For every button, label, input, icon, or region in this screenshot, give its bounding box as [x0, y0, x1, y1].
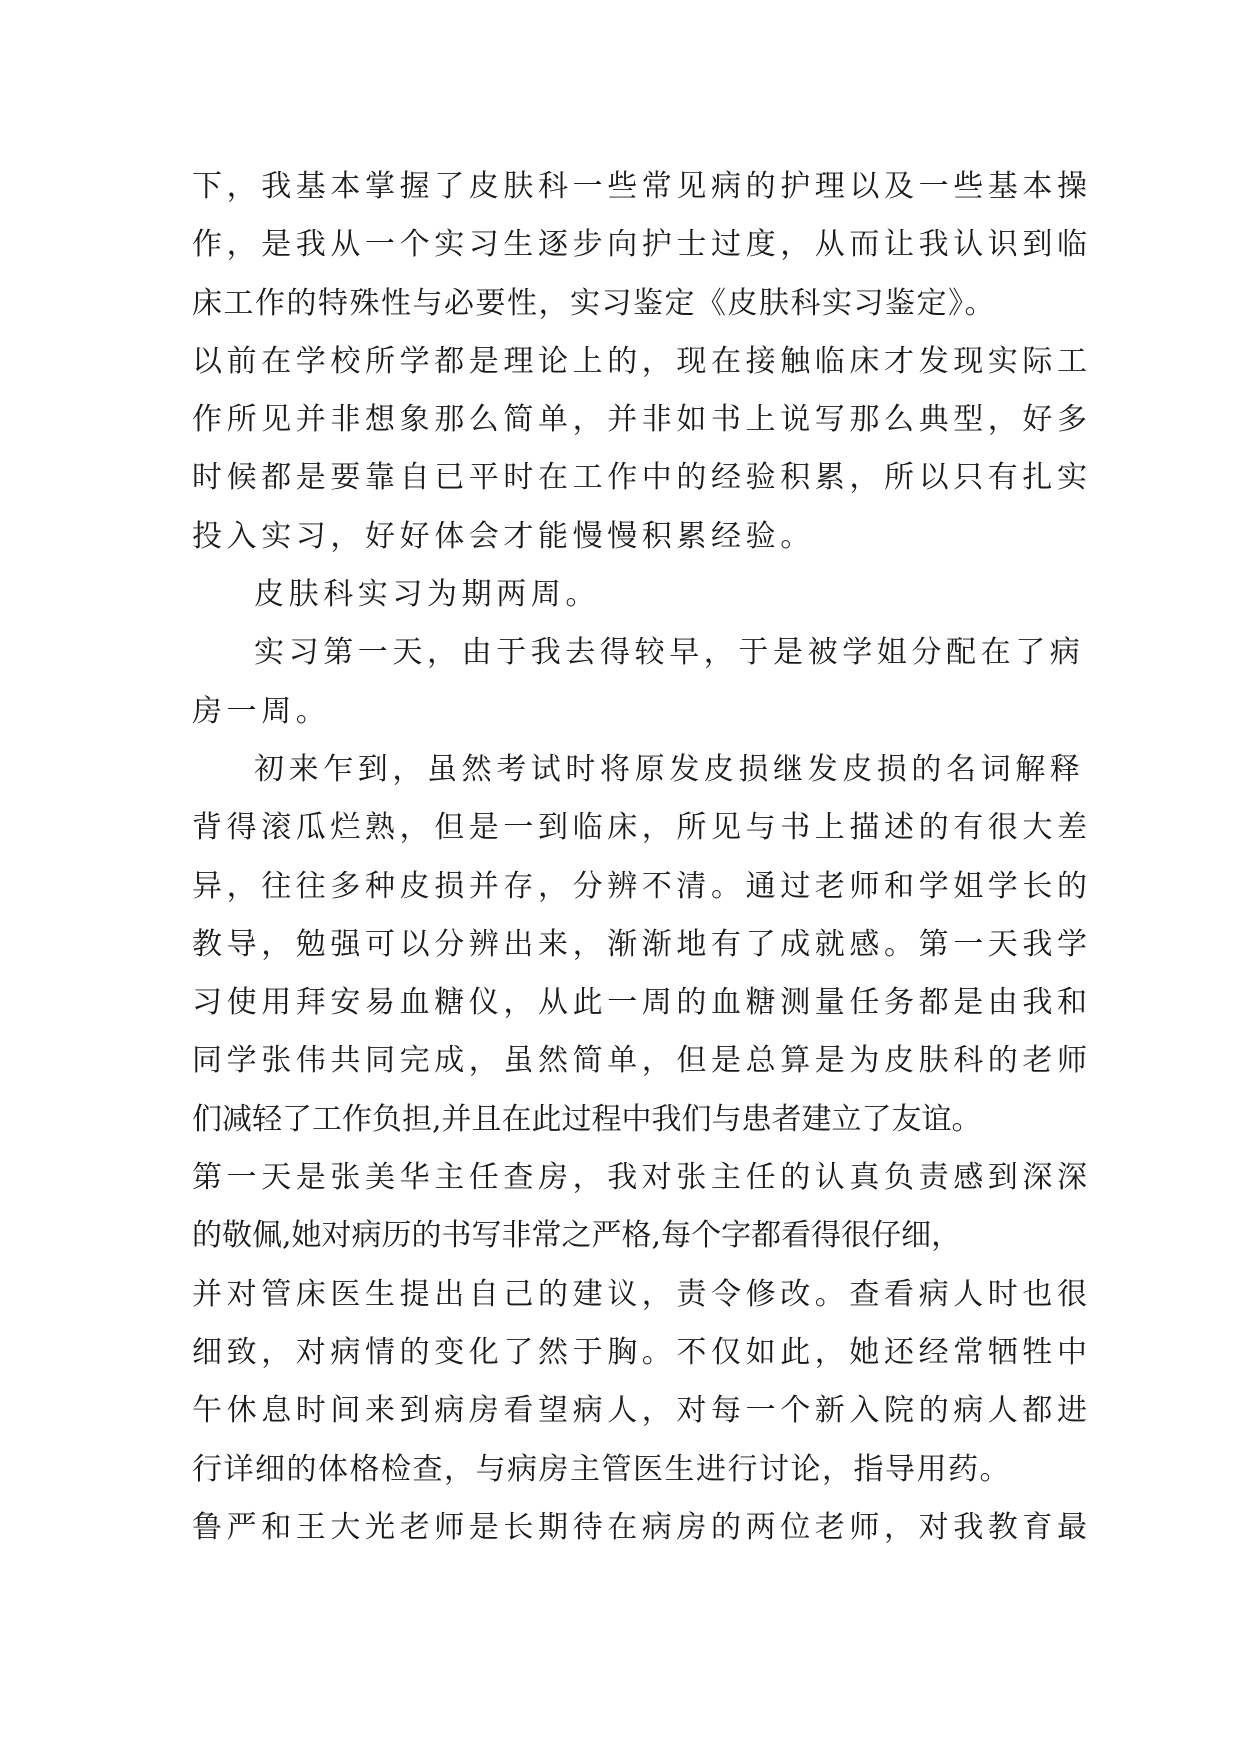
text-line: 第一天是张美华主任查房，我对张主任的认真负责感到深深 — [192, 1160, 1092, 1196]
text-line: 行详细的体格检查，与病房主管医生进行讨论，指导用药。 — [192, 1451, 1011, 1487]
body-text — [192, 158, 1092, 1557]
text-line: 房一周。 — [192, 693, 331, 729]
text-line: 下，我基本掌握了皮肤科一些常见病的护理以及一些基本操 — [192, 169, 1092, 204]
text-line: 并对管床医生提出自己的建议，责令修改。查看病人时也很 — [192, 1276, 1092, 1312]
text-line: 投入实习，好好体会才能慢慢积累经验。 — [192, 518, 815, 554]
text-line: 时候都是要靠自已平时在工作中的经验积累，所以只有扎实 — [192, 460, 1092, 496]
text-line: 鲁严和王大光老师是长期待在病房的两位老师，对我教育最 — [192, 1509, 1092, 1545]
text-line: 习使用拜安易血糖仪，从此一周的血糖测量任务都是由我和 — [192, 985, 1092, 1021]
text-line: 教导，勉强可以分辨出来，渐渐地有了成就感。第一天我学 — [192, 926, 1092, 962]
text-line: 初来乍到，虽然考试时将原发皮损继发皮损的名词解释 — [254, 751, 1085, 787]
text-line: 们减轻了工作负担,并且在此过程中我们与患者建立了友谊。 — [192, 1101, 982, 1137]
text-line: 背得滚瓜烂熟，但是一到临床，所见与书上描述的有很大差 — [192, 810, 1092, 846]
text-line: 异，往往多种皮损并存，分辨不清。通过老师和学姐学长的 — [192, 868, 1092, 904]
text-line: 的敬佩,她对病历的书写非常之严格,每个字都看得很仔细， — [192, 1218, 962, 1254]
text-line: 床工作的特殊性与必要性，实习鉴定《皮肤科实习鉴定》。 — [192, 285, 996, 321]
text-line: 皮肤科实习为期两周。 — [254, 577, 600, 613]
text-line: 午休息时间来到病房看望病人，对每一个新入院的病人都进 — [192, 1393, 1092, 1429]
text-line: 细致，对病情的变化了然于胸。不仅如此，她还经常牺牲中 — [192, 1334, 1092, 1370]
text-line: 作所见并非想象那么简单，并非如书上说写那么典型，好多 — [192, 402, 1092, 438]
text-line: 作，是我从一个实习生逐步向护士过度，从而让我认识到临 — [192, 227, 1092, 263]
text-line: 以前在学校所学都是理论上的，现在接触临床才发现实际工 — [192, 343, 1092, 379]
text-line: 同学张伟共同完成，虽然简单，但是总算是为皮肤科的老师 — [192, 1043, 1092, 1079]
text-line: 实习第一天，由于我去得较早，于是被学姐分配在了病 — [254, 635, 1085, 671]
